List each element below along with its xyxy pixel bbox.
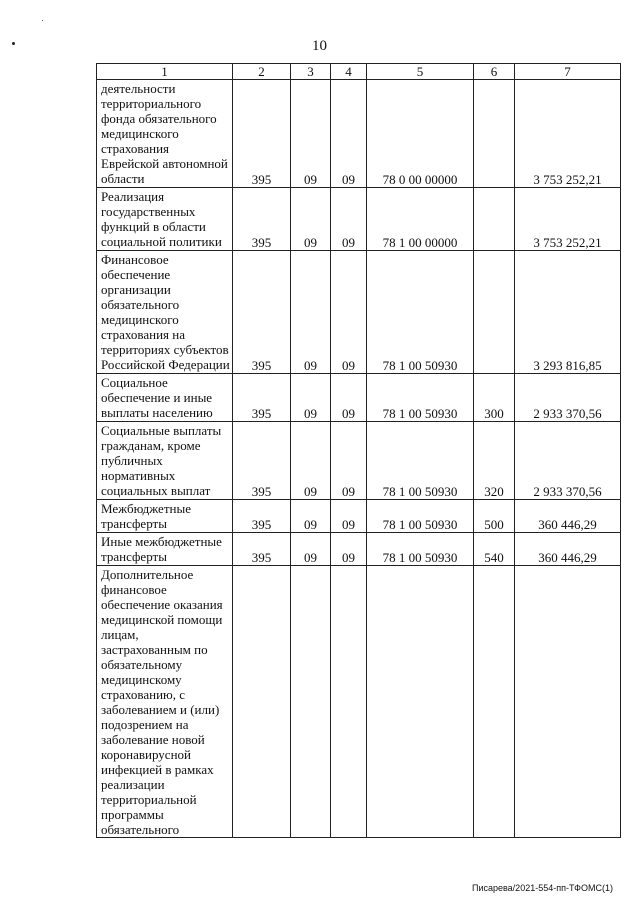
cell-c7: 360 446,29 [515,500,621,533]
cell-c5 [367,566,474,838]
cell-c2: 395 [233,251,291,374]
cell-c7: 360 446,29 [515,533,621,566]
cell-c5: 78 1 00 00000 [367,188,474,251]
cell-c4 [331,566,367,838]
cell-c2: 395 [233,533,291,566]
row-name: Реализация государственных функций в области социальной политики [97,188,233,251]
row-name: Иные межбюджетные трансферты [97,533,233,566]
cell-c2: 395 [233,188,291,251]
cell-c3: 09 [291,251,331,374]
cell-c2: 395 [233,500,291,533]
cell-c3: 09 [291,188,331,251]
cell-c2: 395 [233,374,291,422]
table-row [97,500,621,533]
col-header-2: 2 [233,64,291,80]
cell-c6: 500 [474,500,515,533]
cell-c7: 3 293 816,85 [515,251,621,374]
cell-c4: 09 [331,251,367,374]
row-name: деятельности территориального фонда обязательного медицинского страхования Еврейской автономной области [97,80,233,188]
col-header-5: 5 [367,64,474,80]
cell-c5: 78 1 00 50930 [367,251,474,374]
cell-c6 [474,188,515,251]
table-row [97,422,621,500]
cell-c3: 09 [291,80,331,188]
table-row [97,80,621,188]
scan-speck [42,20,43,21]
table-row [97,374,621,422]
cell-c5: 78 1 00 50930 [367,422,474,500]
page-number: 10 [312,38,327,54]
cell-c3: 09 [291,500,331,533]
col-header-1: 1 [97,64,233,80]
table-row [97,533,621,566]
cell-c6: 320 [474,422,515,500]
cell-c4: 09 [331,80,367,188]
cell-c4: 09 [331,374,367,422]
cell-c4: 09 [331,533,367,566]
row-name: Социальное обеспечение и иные выплаты населению [97,374,233,422]
row-name: Финансовое обеспечение организации обязательного медицинского страхования на территориях субъектов Российской Федерации [97,251,233,374]
table-row [97,566,621,838]
cell-c4: 09 [331,500,367,533]
cell-c6 [474,80,515,188]
row-name: Межбюджетные трансферты [97,500,233,533]
table-row [97,188,621,251]
header-row [97,64,621,80]
cell-c7 [515,566,621,838]
col-header-3: 3 [291,64,331,80]
cell-c2 [233,566,291,838]
cell-c7: 2 933 370,56 [515,422,621,500]
cell-c2: 395 [233,80,291,188]
cell-c5: 78 1 00 50930 [367,533,474,566]
row-name: Социальные выплаты гражданам, кроме публичных нормативных социальных выплат [97,422,233,500]
cell-c4: 09 [331,188,367,251]
cell-c7: 3 753 252,21 [515,188,621,251]
document-footer: Писарева/2021-554-пп-ТФОМС(1) [471,883,613,893]
cell-c7: 3 753 252,21 [515,80,621,188]
row-name: Дополнительное финансовое обеспечение оказания медицинской помощи лицам, застрахованным по обязательному медицинскому страхованию, с заболеванием и (или) подозрением на заболевание новой коронавирусной инфекцией в рамках реализации территориальной программы обязательного [97,566,233,838]
cell-c4: 09 [331,422,367,500]
table-row [97,251,621,374]
cell-c6 [474,566,515,838]
cell-c3 [291,566,331,838]
cell-c2: 395 [233,422,291,500]
cell-c5: 78 0 00 00000 [367,80,474,188]
cell-c5: 78 1 00 50930 [367,374,474,422]
cell-c7: 2 933 370,56 [515,374,621,422]
col-header-4: 4 [331,64,367,80]
col-header-7: 7 [515,64,621,80]
cell-c6 [474,251,515,374]
cell-c6: 300 [474,374,515,422]
cell-c5: 78 1 00 50930 [367,500,474,533]
cell-c6: 540 [474,533,515,566]
cell-c3: 09 [291,533,331,566]
cell-c3: 09 [291,374,331,422]
budget-table [96,63,621,838]
cell-c3: 09 [291,422,331,500]
col-header-6: 6 [474,64,515,80]
